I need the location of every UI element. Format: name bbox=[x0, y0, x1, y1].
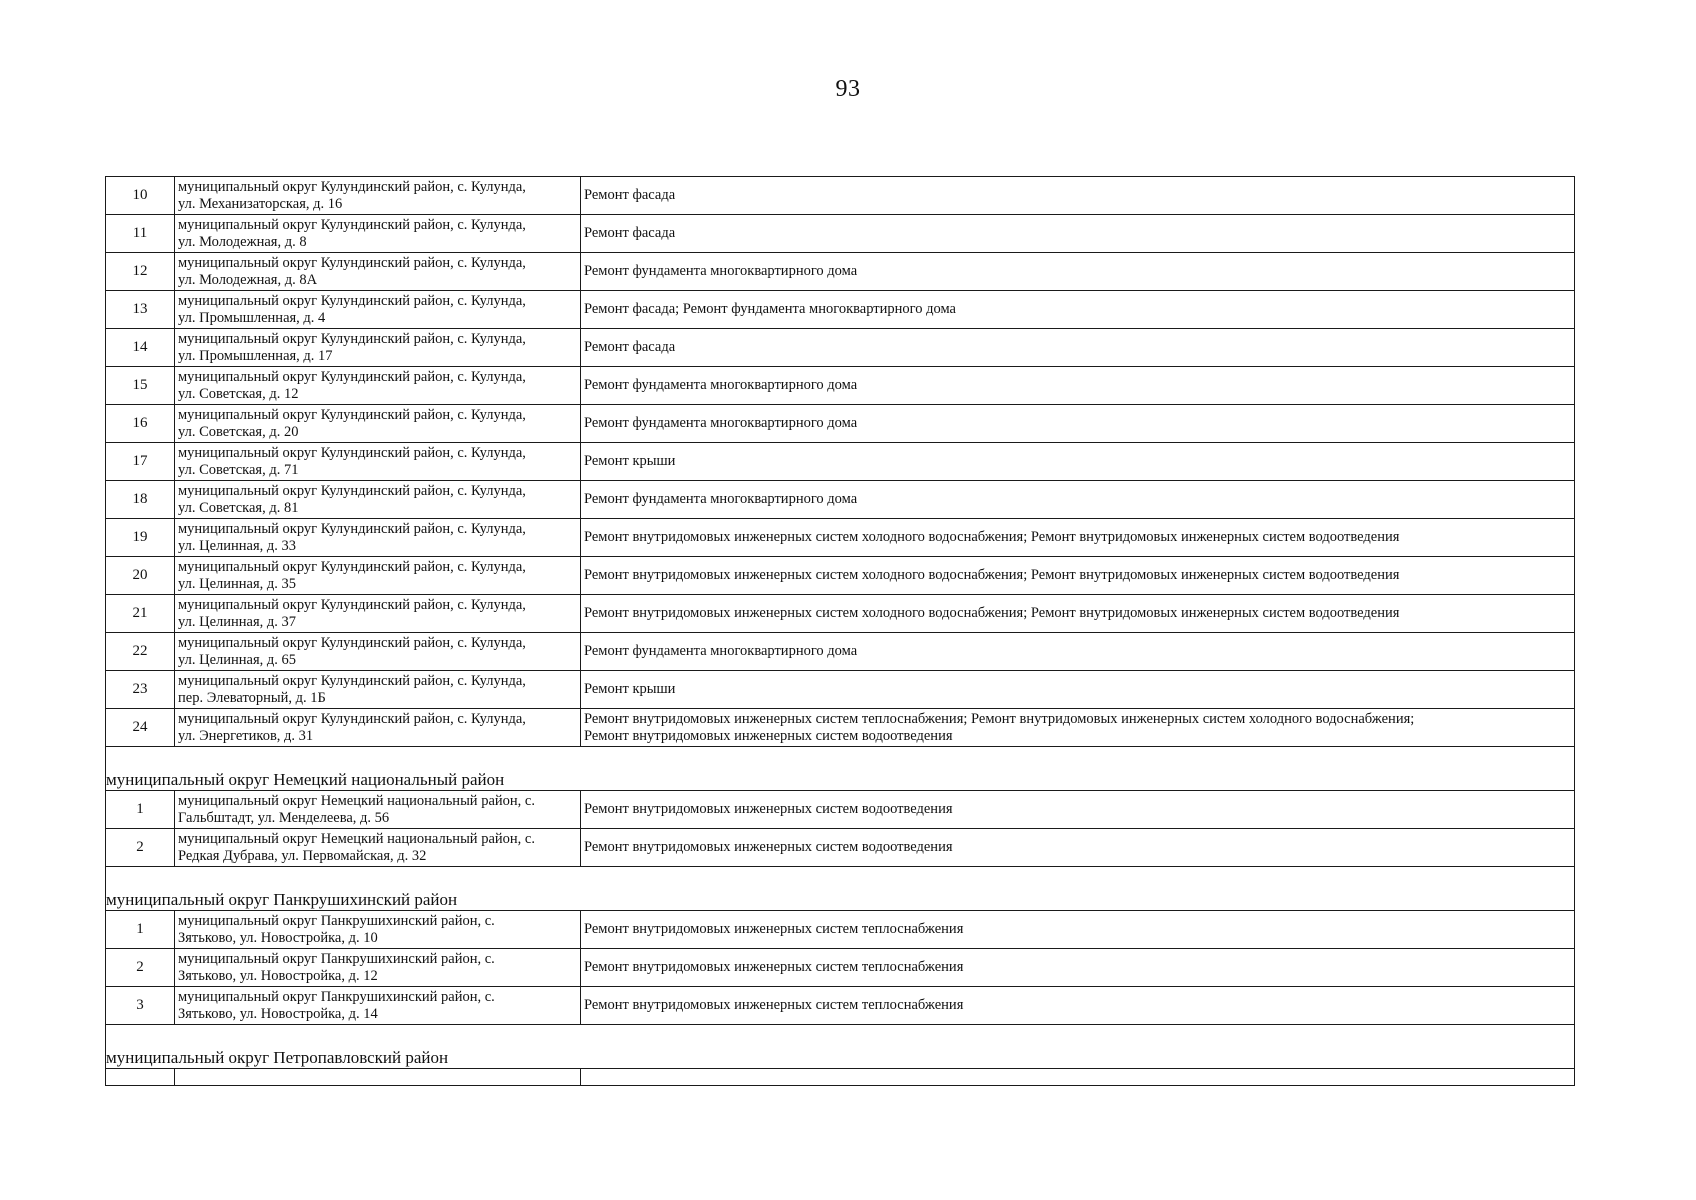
row-number: 23 bbox=[106, 671, 175, 708]
work-type-cell bbox=[581, 1069, 1574, 1085]
address-line: муниципальный округ Панкрушихинский район, с. bbox=[178, 989, 495, 1005]
work-type-line: Ремонт крыши bbox=[584, 681, 676, 697]
row-number bbox=[106, 1069, 175, 1085]
address-line: ул. Целинная, д. 35 bbox=[178, 576, 297, 592]
row-number: 18 bbox=[106, 481, 175, 518]
row-number: 22 bbox=[106, 633, 175, 670]
address-line: ул. Промышленная, д. 4 bbox=[178, 310, 326, 326]
row-number: 12 bbox=[106, 253, 175, 290]
table-row bbox=[106, 519, 1574, 557]
table-row bbox=[106, 253, 1574, 291]
work-type-line: Ремонт фасада bbox=[584, 225, 676, 241]
table-row bbox=[106, 595, 1574, 633]
work-type-cell bbox=[581, 291, 1574, 328]
address-line: пер. Элеваторный, д. 1Б bbox=[178, 690, 326, 706]
work-type-cell bbox=[581, 443, 1574, 480]
row-number: 10 bbox=[106, 177, 175, 214]
work-type-line: Ремонт внутридомовых инженерных систем водоотведения bbox=[584, 728, 953, 744]
work-type-cell bbox=[581, 633, 1574, 670]
section-title: муниципальный округ Петропавловский район bbox=[106, 1048, 449, 1067]
row-number: 16 bbox=[106, 405, 175, 442]
address-line: муниципальный округ Кулундинский район, с. Кулунда, bbox=[178, 635, 526, 651]
row-number: 1 bbox=[106, 911, 175, 948]
table-row bbox=[106, 671, 1574, 709]
work-type-line: Ремонт фасада; Ремонт фундамента многоквартирного дома bbox=[584, 301, 956, 317]
address-cell bbox=[175, 291, 581, 328]
address-line: ул. Целинная, д. 65 bbox=[178, 652, 297, 668]
table-row bbox=[106, 367, 1574, 405]
table-row bbox=[106, 911, 1574, 949]
address-line: муниципальный округ Кулундинский район, с. Кулунда, bbox=[178, 217, 526, 233]
work-type-cell bbox=[581, 253, 1574, 290]
address-cell bbox=[175, 1069, 581, 1085]
address-cell bbox=[175, 177, 581, 214]
address-line: ул. Советская, д. 12 bbox=[178, 386, 299, 402]
address-cell bbox=[175, 215, 581, 252]
row-number: 2 bbox=[106, 949, 175, 986]
address-cell bbox=[175, 911, 581, 948]
table-row bbox=[106, 709, 1574, 747]
work-type-cell bbox=[581, 481, 1574, 518]
work-type-line: Ремонт внутридомовых инженерных систем водоотведения bbox=[584, 839, 953, 855]
work-type-line: Ремонт фундамента многоквартирного дома bbox=[584, 643, 858, 659]
row-number: 21 bbox=[106, 595, 175, 632]
work-type-cell bbox=[581, 595, 1574, 632]
work-type-line: Ремонт фундамента многоквартирного дома bbox=[584, 491, 858, 507]
row-number: 17 bbox=[106, 443, 175, 480]
address-line: Зятьково, ул. Новостройка, д. 10 bbox=[178, 930, 378, 946]
address-line: муниципальный округ Кулундинский район, с. Кулунда, bbox=[178, 293, 526, 309]
work-list-table bbox=[105, 176, 1575, 1086]
work-type-line: Ремонт фасада bbox=[584, 339, 676, 355]
row-number: 15 bbox=[106, 367, 175, 404]
row-number: 2 bbox=[106, 829, 175, 866]
address-cell bbox=[175, 791, 581, 828]
address-line: муниципальный округ Немецкий национальный район, с. bbox=[178, 793, 535, 809]
address-line: муниципальный округ Кулундинский район, с. Кулунда, bbox=[178, 521, 526, 537]
address-line: Зятьково, ул. Новостройка, д. 12 bbox=[178, 968, 378, 984]
table-row bbox=[106, 949, 1574, 987]
address-line: муниципальный округ Кулундинский район, с. Кулунда, bbox=[178, 179, 526, 195]
address-cell bbox=[175, 329, 581, 366]
address-line: Гальбштадт, ул. Менделеева, д. 56 bbox=[178, 810, 390, 826]
row-number: 20 bbox=[106, 557, 175, 594]
work-type-line: Ремонт крыши bbox=[584, 453, 676, 469]
work-type-cell bbox=[581, 709, 1574, 746]
address-cell bbox=[175, 405, 581, 442]
work-type-cell bbox=[581, 215, 1574, 252]
row-number: 14 bbox=[106, 329, 175, 366]
work-type-cell bbox=[581, 829, 1574, 866]
address-cell bbox=[175, 253, 581, 290]
address-cell bbox=[175, 443, 581, 480]
address-cell bbox=[175, 481, 581, 518]
table-row bbox=[106, 329, 1574, 367]
address-line: ул. Механизаторская, д. 16 bbox=[178, 196, 343, 212]
work-type-line: Ремонт внутридомовых инженерных систем холодного водоснабжения; Ремонт внутридомовых инженерных систем водоотведения bbox=[584, 605, 1400, 621]
work-type-line: Ремонт фундамента многоквартирного дома bbox=[584, 377, 858, 393]
table-row bbox=[106, 987, 1574, 1025]
section-title: муниципальный округ Немецкий национальный район bbox=[106, 770, 505, 789]
address-line: муниципальный округ Кулундинский район, с. Кулунда, bbox=[178, 445, 526, 461]
work-type-line: Ремонт внутридомовых инженерных систем холодного водоснабжения; Ремонт внутридомовых инженерных систем водоотведения bbox=[584, 567, 1400, 583]
address-line: ул. Советская, д. 81 bbox=[178, 500, 299, 516]
address-cell bbox=[175, 367, 581, 404]
address-cell bbox=[175, 595, 581, 632]
address-cell bbox=[175, 949, 581, 986]
section-title: муниципальный округ Панкрушихинский район bbox=[106, 890, 458, 909]
empty-row bbox=[106, 1069, 1574, 1085]
work-type-cell bbox=[581, 519, 1574, 556]
address-line: муниципальный округ Панкрушихинский район, с. bbox=[178, 913, 495, 929]
address-line: Редкая Дубрава, ул. Первомайская, д. 32 bbox=[178, 848, 427, 864]
section-header bbox=[106, 867, 1574, 911]
address-line: ул. Советская, д. 20 bbox=[178, 424, 299, 440]
address-line: муниципальный округ Кулундинский район, с. Кулунда, bbox=[178, 369, 526, 385]
work-type-cell bbox=[581, 987, 1574, 1024]
row-number: 24 bbox=[106, 709, 175, 746]
table-row bbox=[106, 557, 1574, 595]
address-line: ул. Молодежная, д. 8 bbox=[178, 234, 307, 250]
table-row bbox=[106, 633, 1574, 671]
table-row bbox=[106, 291, 1574, 329]
address-line: муниципальный округ Кулундинский район, с. Кулунда, bbox=[178, 483, 526, 499]
address-line: ул. Энергетиков, д. 31 bbox=[178, 728, 314, 744]
table-row bbox=[106, 405, 1574, 443]
table-row bbox=[106, 177, 1574, 215]
row-number: 11 bbox=[106, 215, 175, 252]
work-type-cell bbox=[581, 557, 1574, 594]
address-line: муниципальный округ Кулундинский район, с. Кулунда, bbox=[178, 407, 526, 423]
address-line: ул. Целинная, д. 37 bbox=[178, 614, 297, 630]
row-number: 13 bbox=[106, 291, 175, 328]
address-line: муниципальный округ Кулундинский район, с. Кулунда, bbox=[178, 331, 526, 347]
work-type-line: Ремонт внутридомовых инженерных систем теплоснабжения bbox=[584, 921, 964, 937]
address-line: муниципальный округ Немецкий национальный район, с. bbox=[178, 831, 535, 847]
work-type-line: Ремонт фундамента многоквартирного дома bbox=[584, 415, 858, 431]
address-line: муниципальный округ Панкрушихинский район, с. bbox=[178, 951, 495, 967]
address-line: ул. Советская, д. 71 bbox=[178, 462, 299, 478]
work-type-cell bbox=[581, 949, 1574, 986]
row-number: 3 bbox=[106, 987, 175, 1024]
work-type-line: Ремонт фасада bbox=[584, 187, 676, 203]
address-line: ул. Промышленная, д. 17 bbox=[178, 348, 333, 364]
work-type-line: Ремонт фундамента многоквартирного дома bbox=[584, 263, 858, 279]
address-cell bbox=[175, 633, 581, 670]
table-row bbox=[106, 443, 1574, 481]
address-line: муниципальный округ Кулундинский район, с. Кулунда, bbox=[178, 711, 526, 727]
address-cell bbox=[175, 557, 581, 594]
work-type-line: Ремонт внутридомовых инженерных систем теплоснабжения bbox=[584, 997, 964, 1013]
section-header bbox=[106, 747, 1574, 791]
address-line: ул. Молодежная, д. 8А bbox=[178, 272, 318, 288]
page-number: 93 bbox=[835, 76, 861, 102]
work-type-cell bbox=[581, 911, 1574, 948]
work-type-cell bbox=[581, 405, 1574, 442]
table-row bbox=[106, 829, 1574, 867]
address-cell bbox=[175, 709, 581, 746]
table-row bbox=[106, 791, 1574, 829]
work-type-cell bbox=[581, 329, 1574, 366]
address-line: ул. Целинная, д. 33 bbox=[178, 538, 297, 554]
row-number: 1 bbox=[106, 791, 175, 828]
table-row bbox=[106, 215, 1574, 253]
section-header bbox=[106, 1025, 1574, 1069]
table-row bbox=[106, 481, 1574, 519]
work-type-cell bbox=[581, 671, 1574, 708]
work-type-line: Ремонт внутридомовых инженерных систем водоотведения bbox=[584, 801, 953, 817]
work-type-cell bbox=[581, 177, 1574, 214]
address-cell bbox=[175, 829, 581, 866]
address-cell bbox=[175, 519, 581, 556]
work-type-line: Ремонт внутридомовых инженерных систем теплоснабжения bbox=[584, 959, 964, 975]
work-type-line: Ремонт внутридомовых инженерных систем холодного водоснабжения; Ремонт внутридомовых инженерных систем водоотведения bbox=[584, 529, 1400, 545]
address-cell bbox=[175, 671, 581, 708]
address-line: муниципальный округ Кулундинский район, с. Кулунда, bbox=[178, 673, 526, 689]
address-cell bbox=[175, 987, 581, 1024]
address-line: Зятьково, ул. Новостройка, д. 14 bbox=[178, 1006, 378, 1022]
row-number: 19 bbox=[106, 519, 175, 556]
address-line: муниципальный округ Кулундинский район, с. Кулунда, bbox=[178, 559, 526, 575]
address-line: муниципальный округ Кулундинский район, с. Кулунда, bbox=[178, 255, 526, 271]
work-type-line: Ремонт внутридомовых инженерных систем теплоснабжения; Ремонт внутридомовых инженерных систем холодного водоснабжения; bbox=[584, 711, 1415, 727]
work-type-cell bbox=[581, 791, 1574, 828]
address-line: муниципальный округ Кулундинский район, с. Кулунда, bbox=[178, 597, 526, 613]
work-type-cell bbox=[581, 367, 1574, 404]
